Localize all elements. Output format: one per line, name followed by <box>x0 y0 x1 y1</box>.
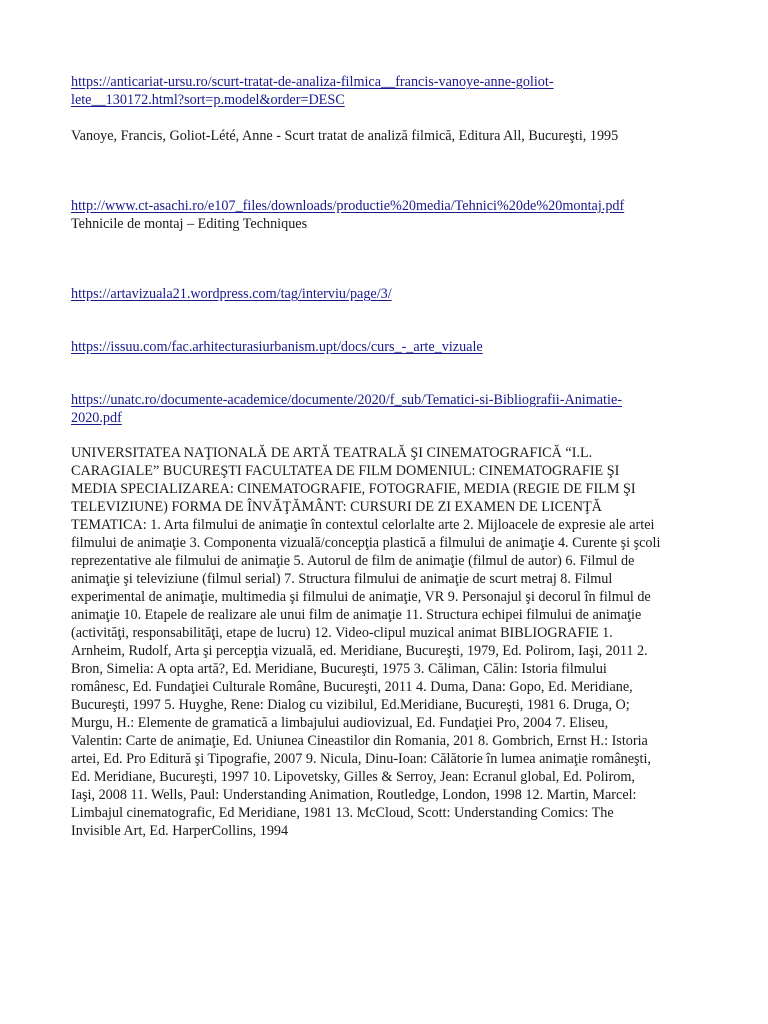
text-line: Iaşi, 2008 11. Wells, Paul: Understanding Animation, Routledge, London, 1998 12. Martin, Marcel: <box>71 787 637 803</box>
link-issuu[interactable]: https://issuu.com/fac.arhitecturasiurbanism.upt/docs/curs_-_arte_vizuale <box>71 339 483 355</box>
link-line-2: 2020.pdf <box>71 410 122 426</box>
text-line: artei, Ed. Pro Editură şi Tipografie, 2007 9. Nicula, Dinu-Ioan: Călătorie în lumea animaţie româneşti, <box>71 751 651 767</box>
text-line: TELEVIZIUNE) FORMA DE ÎNVĂŢĂMÂNT: CURSURI DE ZI EXAMEN DE LICENŢĂ <box>71 499 602 515</box>
text-line: românesc, Ed. Fundaţiei Culturale Române, Bucureşti, 2011 4. Duma, Dana: Gopo, Ed. Meridiane, <box>71 679 633 695</box>
text-line: filmului de animaţie 3. Componenta vizuală/concepţia plastică a filmului de animaţie 4. Curente şi şcoli <box>71 535 661 551</box>
text-line: Ed. Meridiane, Bucureşti, 1997 10. Lipovetsky, Gilles & Serroy, Jean: Ecranul global, Ed. Polirom, <box>71 769 635 785</box>
reference-vanoye: Vanoye, Francis, Goliot-Lété, Anne - Scurt tratat de analiză filmică, Editura All, Bucureşti, 1995 <box>71 128 619 144</box>
text-line: animaţie şi televiziune (filmul serial) 7. Structura filmului de animaţie de scurt metraj 8. Filmul <box>71 571 613 587</box>
link-line-1: https://unatc.ro/documente-academice/documente/2020/f_sub/Tematici-si-Bibliografii-Animatie- <box>71 392 622 408</box>
text-line: Arnheim, Rudolf, Arta şi percepţia vizuală, ed. Meridiane, Bucureşti, 1979, Ed. Polirom, Iaşi, 2011 2. <box>71 643 648 659</box>
text-line: Bron, Simelia: A opta artă?, Ed. Meridiane, Bucureşti, 1975 3. Căliman, Călin: Istoria filmului <box>71 661 607 677</box>
text-line: experimental de animaţie, multimedia şi filmului de animaţie, VR 9. Personajul şi decorul în filmul de <box>71 589 651 605</box>
link-line-1: https://anticariat-ursu.ro/scurt-tratat-de-analiza-filmica__francis-vanoye-anne-goliot- <box>71 74 554 90</box>
document-page <box>71 73 701 840</box>
link-unatc[interactable] <box>71 391 701 427</box>
text-line: animaţie 10. Etapele de realizare ale unui film de animaţie 11. Structura echipei filmului de animaţie <box>71 607 642 623</box>
text-line: MEDIA SPECIALIZAREA: CINEMATOGRAFIE, FOTOGRAFIE, MEDIA (REGIE DE FILM ŞI <box>71 481 636 497</box>
link-line-2: lete__130172.html?sort=p.model&order=DESC <box>71 92 345 108</box>
unatc-syllabus-text <box>71 444 701 840</box>
text-line: Valentin: Carte de animaţie, Ed. Uniunea Cineastilor din Romania, 201 8. Gombrich, Ernst H.: Istoria <box>71 733 648 749</box>
link-anticariat-ursu[interactable] <box>71 73 701 109</box>
text-line: CARAGIALE” BUCUREŞTI FACULTATEA DE FILM DOMENIUL: CINEMATOGRAFIE ŞI <box>71 463 620 479</box>
link-artavizuala21[interactable]: https://artavizuala21.wordpress.com/tag/interviu/page/3/ <box>71 286 392 302</box>
text-line: reprezentative ale filmului de animaţie 5. Autorul de film de animaţie (filmul de autor) 6. Filmul de <box>71 553 635 569</box>
text-line: UNIVERSITATEA NAŢIONALĂ DE ARTĂ TEATRALĂ ŞI CINEMATOGRAFICĂ “I.L. <box>71 445 593 461</box>
link-ct-asachi[interactable]: http://www.ct-asachi.ro/e107_files/downloads/productie%20media/Tehnici%20de%20montaj.pdf <box>71 198 625 214</box>
text-line: Invisible Art, Ed. HarperCollins, 1994 <box>71 823 289 839</box>
text-line: Bucureşti, 1997 5. Huyghe, Rene: Dialog cu vizibilul, Ed.Meridiane, Bucureşti, 1981 6. Druga, O; <box>71 697 630 713</box>
text-line: TEMATICA: 1. Arta filmului de animaţie în contextul celorlalte arte 2. Mijloacele de expresie ale artei <box>71 517 655 533</box>
reference-editing-techniques: Tehnicile de montaj – Editing Techniques <box>71 216 308 232</box>
text-line: Murgu, H.: Elemente de gramatică a limbajului audiovizual, Ed. Fundaţiei Pro, 2004 7. Eliseu, <box>71 715 609 731</box>
text-line: (activităţi, responsabilităţi, etape de lucru) 12. Video-clipul muzical animat BIBLIOGRAFIE 1. <box>71 625 613 641</box>
text-line: Limbajul cinematografic, Ed Meridiane, 1981 13. McCloud, Scott: Understanding Comics: The <box>71 805 614 821</box>
